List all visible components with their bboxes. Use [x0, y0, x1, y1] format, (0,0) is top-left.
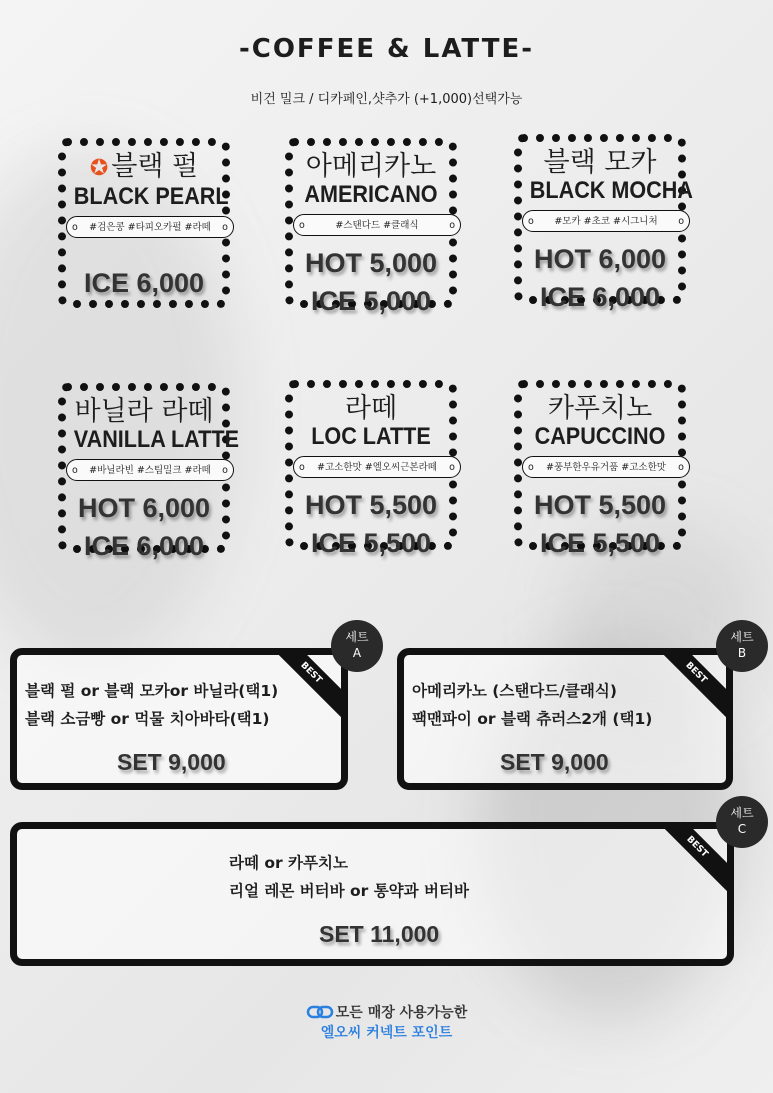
menu-name-korean: 바닐라 라떼 — [74, 396, 214, 427]
menu-card-capuccino — [514, 380, 686, 558]
menu-price-ice: ICE 5,500 — [539, 528, 661, 558]
footer-line-2: 엘오씨 커넥트 포인트 — [320, 1025, 453, 1041]
menu-name-korean: 아메리카노 — [305, 151, 437, 182]
set-item-line: 블랙 펄 or 블랙 모카or 바닐라(택1) — [25, 682, 279, 700]
set-c-box — [10, 822, 734, 966]
menu-price-ice: ICE 5,000 — [310, 286, 432, 316]
menu-card-americano — [285, 138, 457, 316]
menu-price-hot: HOT 5,500 — [533, 490, 667, 520]
menu-price-ice: ICE 6,000 — [539, 282, 661, 312]
menu-name-korean: 블랙 모카 — [543, 147, 657, 178]
menu-price-ice: ICE 5,500 — [310, 528, 432, 558]
menu-card-black-mocha — [514, 134, 693, 312]
menu-tags: o #바닐라빈 #스팀밀크 #라떼 o — [66, 459, 234, 481]
menu-tags: o #스탠다드 #클래식 o — [293, 214, 461, 236]
menu-tags: o #검은콩 #타피오카펄 #라떼 o — [66, 216, 234, 238]
menu-name-english: AMERICANO — [304, 181, 438, 208]
menu-name-english: LOC LATTE — [311, 423, 431, 450]
menu-name-korean: ✪ 블랙 펄 — [89, 151, 199, 182]
set-b-badge: 세트 B — [716, 620, 768, 672]
menu-name-english: BLACK MOCHA — [529, 177, 693, 204]
menu-price: ICE 6,000 — [83, 268, 205, 298]
menu-name-korean: 카푸치노 — [547, 393, 653, 424]
menu-name-english: CAPUCCINO — [534, 423, 666, 450]
set-item-line: 리얼 레몬 버터바 or 통약과 버터바 — [229, 882, 469, 900]
set-item-line: 라떼 or 카푸치노 — [229, 854, 348, 872]
best-ribbon: BEST — [639, 648, 733, 730]
set-a-box — [10, 648, 348, 790]
set-item-line: 블랙 소금빵 or 먹물 치아바타(택1) — [25, 710, 270, 728]
set-a-badge: 세트 A — [331, 620, 383, 672]
menu-tags: o #모카 #초코 #시그니처 o — [522, 210, 690, 232]
menu-tags: o #고소한맛 #엘오씨근본라떼 o — [293, 456, 461, 478]
set-b-box — [397, 648, 733, 790]
page-title: -COFFEE & LATTE- — [238, 34, 535, 64]
menu-name-english: VANILLA LATTE — [73, 426, 239, 453]
menu-price-ice: ICE 6,000 — [83, 531, 205, 561]
set-c-badge: 세트 C — [716, 796, 768, 848]
set-item-line: 아메리카노 (스탠다드/클래식) — [412, 682, 617, 700]
menu-price-hot: HOT 5,000 — [304, 248, 438, 278]
set-price: SET 9,000 — [117, 749, 226, 775]
points-footer — [0, 1003, 773, 1043]
best-ribbon: BEST — [254, 648, 348, 730]
set-price: SET 9,000 — [500, 749, 609, 775]
set-item-line: 팩맨파이 or 블랙 츄러스2개 (택1) — [412, 710, 653, 728]
menu-price-hot: HOT 6,000 — [77, 493, 211, 523]
menu-name-korean: 라떼 — [344, 393, 398, 424]
link-icon — [306, 1004, 334, 1020]
set-price: SET 11,000 — [319, 921, 440, 947]
star-icon: ✪ — [89, 156, 109, 181]
menu-name-english: BLACK PEARL — [73, 183, 229, 210]
menu-card-vanilla-latte — [58, 383, 239, 561]
menu-card-loc-latte — [285, 380, 457, 558]
menu-price-hot: HOT 5,500 — [304, 490, 438, 520]
menu-price-hot: HOT 6,000 — [533, 244, 667, 274]
menu-card-black-pearl — [58, 138, 230, 308]
options-subtitle: 비건 밀크 / 디카페인,샷추가 (+1,000)선택가능 — [250, 92, 523, 107]
menu-tags: o #풍부한우유거품 #고소한맛 o — [522, 456, 690, 478]
best-ribbon: BEST — [640, 822, 734, 904]
footer-line-1: 모든 매장 사용가능한 — [0, 1003, 773, 1023]
